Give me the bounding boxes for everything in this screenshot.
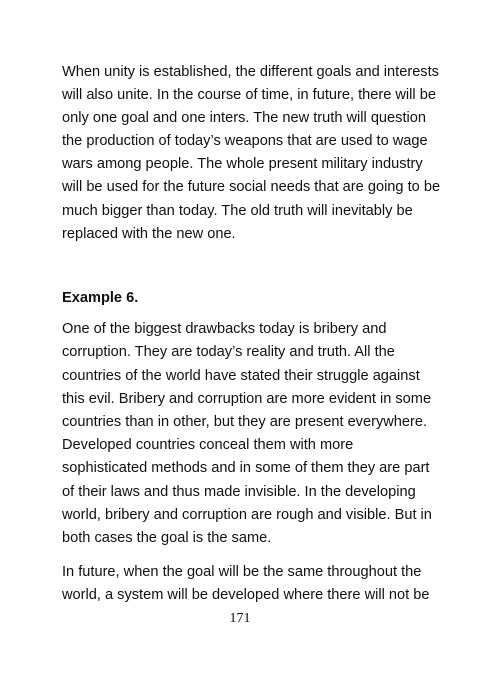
- section-heading: Example 6.: [62, 290, 139, 306]
- text-line: the production of today’s weapons that are used to wage: [62, 133, 428, 149]
- text-line: corruption. They are today’s reality and truth. All the: [62, 344, 395, 360]
- text-line: of their laws and thus made invisible. In the developing: [62, 484, 416, 500]
- text-line: will be used for the future social needs that are going to be: [62, 179, 441, 195]
- text-line: When unity is established, the different goals and interests: [62, 64, 439, 80]
- text-line: countries of the world have stated their struggle against: [62, 368, 420, 384]
- text-line: world, a system will be developed where there will not be: [62, 587, 430, 603]
- text-line: both cases the goal is the same.: [62, 530, 272, 546]
- text-line: this evil. Bribery and corruption are more evident in some: [62, 391, 432, 407]
- text-line: only one goal and one inters. The new truth will question: [62, 110, 426, 126]
- text-line: Developed countries conceal them with more: [62, 437, 354, 453]
- text-line: One of the biggest drawbacks today is bribery and: [62, 321, 387, 337]
- text-line: In future, when the goal will be the same throughout the: [62, 564, 422, 580]
- text-line: replaced with the new one.: [62, 226, 236, 242]
- text-line: wars among people. The whole present military industry: [62, 156, 423, 172]
- text-line: sophisticated methods and in some of them they are part: [62, 460, 430, 476]
- text-line: will also unite. In the course of time, in future, there will be: [62, 87, 436, 103]
- page-number: 171: [229, 611, 251, 626]
- text-line: much bigger than today. The old truth will inevitably be: [62, 203, 413, 219]
- text-line: world, bribery and corruption are rough and visible. But in: [62, 507, 432, 523]
- text-line: countries than in other, but they are present everywhere.: [62, 414, 428, 430]
